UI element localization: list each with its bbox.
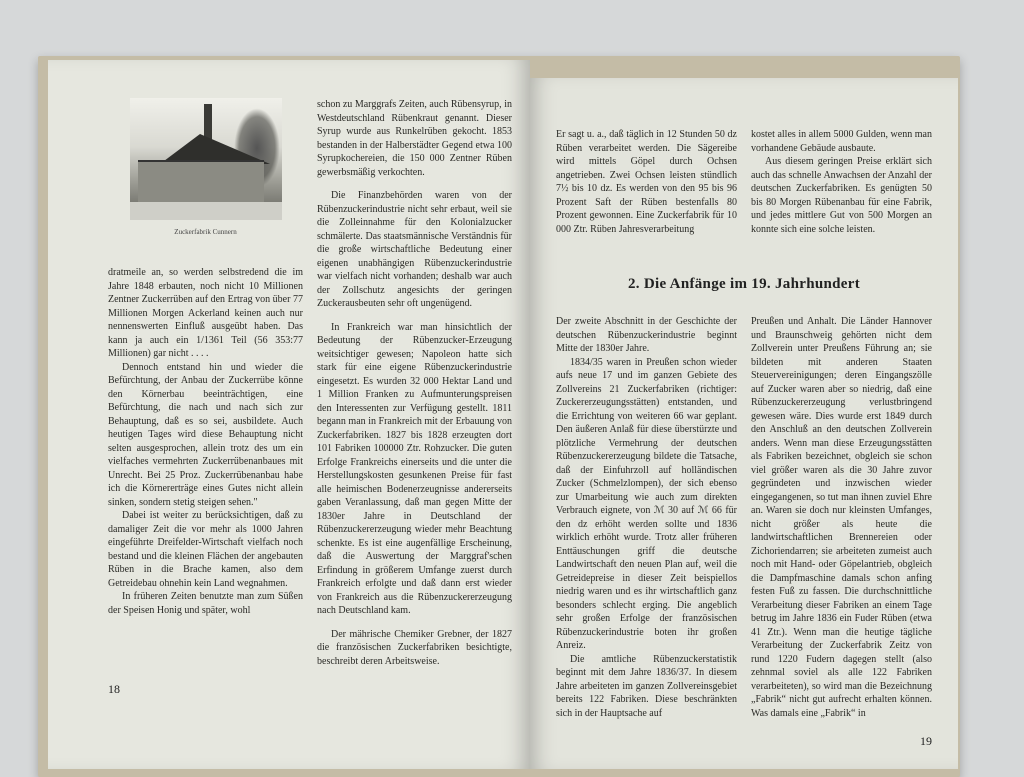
right-top-column-1 xyxy=(556,128,737,236)
paragraph: Er sagt u. a., daß täglich in 12 Stunden 50 dz Rüben verarbeitet werden. Die Sägereibe wird mittels Göpel durch Ochsen angetrieben. Zwei Ochsen leisten stündlich 7½ bis 10 dz. Es werden von den 95 bis 96 Prozent Saft der Rüben bestenfalls 80 Prozent gewonnen. Eine Zuckerfabrik für 10 000 Ztr. Rüben Jahresverarbeitung xyxy=(556,129,737,235)
right-column-1 xyxy=(556,315,737,720)
left-column-1 xyxy=(108,266,303,617)
book-cover xyxy=(38,56,960,777)
left-column-2 xyxy=(317,98,512,668)
paragraph: In Frankreich war man hinsichtlich der Bedeutung der Rübenzucker-Erzeugung weitsichtiger gewesen; Napoleon hatte sich stark für eine eigene Rübenzuckerindustrie eingesetzt. Es wurden 32 000 Hektar Land und 1 Million Franken zu Aufmunterungspreisen den Interessenten zur Verfügung gestellt. 1811 begann man in Frankreich mit der Erbauung von Zuckerfabriken. 1827 bis 1828 erzeugten dort 101 Fabriken 100000 Ztr. Rohzucker. Die guten Erfolge Frankreichs einerseits und die unter die Herstellungskosten gesunkenen Preise für fast alle heimischen Bodenerzeugnisse andererseits gaben Veranlassung, daß man gegen Mitte der 1830er Jahre in Deutschland der Rübenzuckererzeugung wieder mehr Beachtung schenkte. Es ist eine augenfällige Erscheinung, daß die Auswertung der Marggraf'schen Erfindung in größerem Umfange zuerst durch Frankreich erfolgte und daß dann erst wieder von Frankreich aus die Rübenzuckererzeugung nach Deutschland kam. xyxy=(317,321,512,616)
paragraph: dratmeile an, so werden selbstredend die im Jahre 1848 erbauten, noch nicht 10 Millionen Zentner Zuckerrüben auf den Ertrag von über 77 Millionen Morgen Ackerland keinen auch nur nennenswerten Einfluß ausgeübt haben. Das kann ja auch ein 1/1361 Teil (56 353:77 Millionen) gar nicht . . . . xyxy=(108,267,303,359)
paragraph: Preußen und Anhalt. Die Länder Hannover und Braunschweig gehörten nicht dem Zollverein unter Preußens Führung an; sie bildeten mit anderen Staaten Steuervereinigungen; deren Eingangszölle auf Zucker waren aber so niedrig, daß eine Rübenzuckererzeugung verlustbringend gewesen wäre. Dies wurde erst 1849 durch den Anschluß an den deutschen Zollverein anders. Wenn man diese Erzeugungsstätten als Fabriken bezeichnet, obgleich sie schon viel größer waren als die 30 Jahre zuvor gegründeten und inzwischen wieder eingegangenen, so tut man ihnen zuviel Ehre an. Waren sie doch nur kleinsten Umfanges, nicht größer als heute die landwirtschaftlichen Brennereien oder Zichoriendarren; sie arbeiteten zumeist auch noch mit Hand- oder Göpelantrieb, obgleich die Dampfmaschine damals schon anfing festen Fuß zu fassen. Die durchschnittliche Verarbeitung dieser Fabriken an einem Tage betrug im Jahre 1836 ein Fuder Rüben (etwa 41 Ztr.). Wenn man die heutige tägliche Verarbeitung der Zuckerfabrik Zeitz von rund 1220 Fudern dagegen stellt (also zehnmal soviel als alle 122 Fabriken verarbeiteten), so wird man die Bezeichnung „Fabrik“ nicht gut aufrecht erhalten können. Was damals eine „Fabrik“ in xyxy=(751,316,932,719)
paragraph: Dennoch entstand hin und wieder die Befürchtung, der Anbau der Zuckerrübe könne den Körnerbau beeinträchtigen, eine Befürchtung, die nach und nach sich zur Behauptung, daß es so sei, ausbildete. Auch heutigen Tages wird diese Behauptung nicht selten ausgesprochen, allein trotz des um ein vielfaches vermehrten Zuckerrübenanbaues mit Unrecht. Bei 25 Proz. Zuckerrübenanbau habe ich die Körnererträge eines Gutes nicht allein sinken, sondern stetig steigen sehen." xyxy=(108,361,303,508)
paragraph: Aus diesem geringen Preise erklärt sich auch das schnelle Anwachsen der Anzahl der deutschen Zuckerfabriken. Es genügten 50 bis 80 Morgen Rübenanbau für eine Fabrik, und jedes mittlere Gut von 500 Morgen an konnte sich eine solche leisten. xyxy=(751,156,932,235)
paragraph: Die amtliche Rübenzuckerstatistik beginnt mit dem Jahre 1836/37. In diesem Jahre arbeiteten im ganzen Zollvereinsgebiet bereits 122 Fabriken. Diese beschränkten sich in der Hauptsache auf xyxy=(556,653,737,719)
page-number-right: 19 xyxy=(920,734,932,748)
building-shape xyxy=(138,160,264,204)
paragraph: Die Finanzbehörden waren von der Rübenzuckerindustrie nicht sehr erbaut, weil sie die Zolleinnahme für den Kolonialzucker schmälerte. Das staatsmännische Verständnis für die große wirtschaftliche Bedeutung einer eigenen unabhängigen Rübenzuckerindustrie war vielfach nicht vorhanden; deshalb war auch der Zollschutz angesichts der geringen Zuckerausbeuten sehr oft ungenügend. xyxy=(317,190,512,309)
image-caption: Zuckerfabrik Cunnern xyxy=(174,228,237,236)
left-column-1-wrapper xyxy=(108,98,303,617)
factory-photo xyxy=(130,98,282,220)
paragraph: In früheren Zeiten benutzte man zum Süßen der Speisen Honig und später, wohl xyxy=(108,591,303,616)
right-column-2 xyxy=(751,315,932,720)
paragraph: Der zweite Abschnitt in der Geschichte der deutschen Rübenzuckerindustrie beginnt Mitte der 1830er Jahre. xyxy=(556,316,737,354)
ground-shape xyxy=(130,202,282,220)
right-top-columns xyxy=(556,128,932,236)
left-page xyxy=(48,60,530,769)
page-number-left: 18 xyxy=(108,682,120,696)
left-page-columns xyxy=(108,98,512,668)
right-top-column-2 xyxy=(751,128,932,236)
paragraph: 1834/35 waren in Preußen schon wieder aufs neue 17 und im ganzen Gebiete des Zollvereins 21 Zuckerfabriken (richtiger: Zuckererzeugungsstätten) entstanden, und die Errichtung von weiteren 66 war geplant. Den äußeren Anlaß für diese überstürzte und plötzliche Vermehrung der deutschen Rübenzuckererzeugung bildete die Tatsache, daß der Einfuhrzoll auf holländischen Zucker (Schmelzlompen), der sich ebenso zur Umarbeitung wie auch zum direkten Verbrauch eignete, von ℳ 30 auf ℳ 66 für den dz erhöht werden sollte und 1836 wirklich erhöht wurde. Trotz aller früheren Enttäuschungen griff die deutsche Landwirtschaft den neuen Plan auf, weil die Getreidepreise in dieser Zeit beispiellos niedrig waren und es ihr wirtschaftlich ganz besonders schlecht erging. Die angeblich sehr großen Erfolge der französischen Rübenzuckerindustrie boten ihr großen Anreiz. xyxy=(556,356,737,651)
paragraph: schon zu Marggrafs Zeiten, auch Rübensyrup, in Westdeutschland Rübenkraut genannt. Dieser Syrup wurde aus Runkelrüben gekocht. 1853 bestanden in der Halberstädter Gegend etwa 100 Syrupkochereien, die 150 000 Zentner Rüben gewerbsmäßig verkochten. xyxy=(317,99,512,178)
right-page xyxy=(530,78,958,769)
right-bottom-columns xyxy=(556,315,932,720)
paragraph: Der mährische Chemiker Grebner, der 1827 die französischen Zuckerfabriken besichtigte, beschreibt deren Arbeitsweise. xyxy=(317,628,512,667)
paragraph: Dabei ist weiter zu berücksichtigen, daß zu damaliger Zeit die vor mehr als 1000 Jahren eingeführte Dreifelder-Wirtschaft vielfach noch bestand und die kleinen Flächen der angebauten Rüben in die Brache kamen, also dem Getreidebau ohnehin kein Land wegnahmen. xyxy=(108,510,303,589)
paragraph: kostet alles in allem 5000 Gulden, wenn man vorhandene Gebäude ausbaute. xyxy=(751,129,932,154)
chapter-heading: 2. Die Anfänge im 19. Jahrhundert xyxy=(628,276,860,292)
